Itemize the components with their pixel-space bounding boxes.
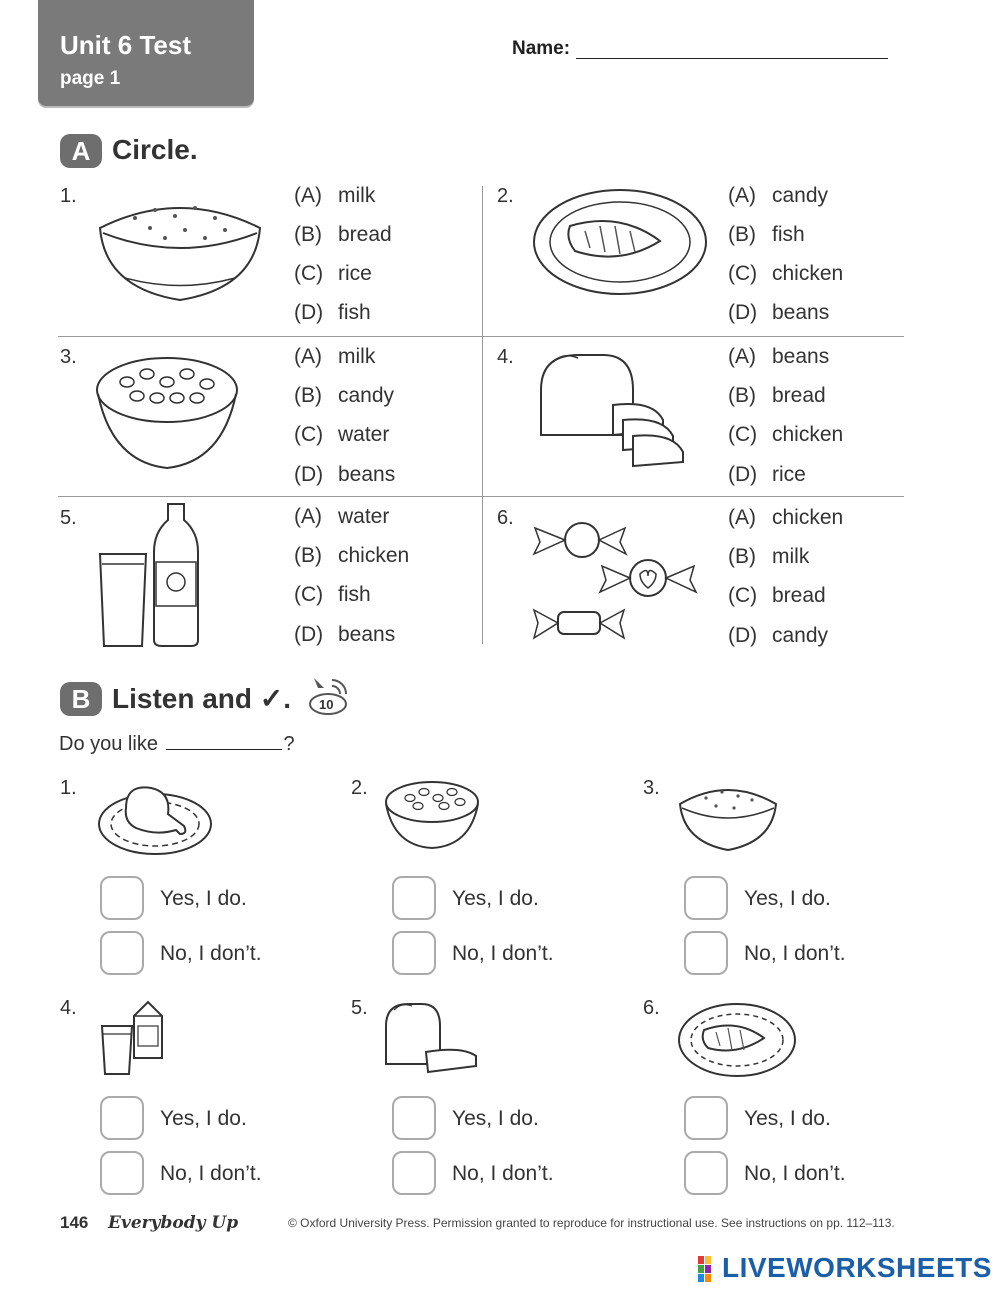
option-a[interactable]: (A) candy [728,184,829,207]
item-number: 3. [643,777,660,799]
name-field[interactable] [576,58,888,59]
audio-track-number: 10 [319,697,334,712]
option-d[interactable]: (D) rice [728,463,806,486]
name-label: Name: [512,38,571,59]
item-number: 1. [60,777,77,799]
checkbox-no[interactable] [392,1151,436,1195]
answer-no: No, I don’t. [160,942,262,965]
option-d[interactable]: (D) beans [294,623,396,646]
watermark-text: LIVEWORKSHEETS [722,1252,992,1283]
option-b[interactable]: (B) chicken [294,544,410,567]
question-number: 6. [497,507,514,529]
checkbox-no[interactable] [392,931,436,975]
question-number: 5. [60,507,77,529]
option-d[interactable]: (D) beans [728,301,830,324]
option-b[interactable]: (B) milk [728,545,810,568]
answer-yes: Yes, I do. [160,887,247,910]
copyright-text: © Oxford University Press. Permission granted to reproduce for instructional use. See instructions on pp. 112–113. [288,1216,895,1230]
option-c[interactable]: (C) bread [728,584,826,607]
answer-yes: Yes, I do. [744,887,831,910]
checkbox-yes[interactable] [392,876,436,920]
option-c[interactable]: (C) fish [294,583,371,606]
item-number: 5. [351,997,368,1019]
option-a[interactable]: (A) milk [294,184,376,207]
item-number: 2. [351,777,368,799]
option-d[interactable]: (D) candy [728,624,829,647]
answer-no: No, I don’t. [452,1162,554,1185]
option-a[interactable]: (A) beans [728,345,830,368]
answer-yes: Yes, I do. [160,1107,247,1130]
option-b[interactable]: (B) candy [294,384,395,407]
answer-no: No, I don’t. [744,1162,846,1185]
prompt-blank [166,749,282,750]
water-glass-bottle-icon [96,502,206,650]
option-a[interactable]: (A) water [294,505,390,528]
checkbox-yes[interactable] [392,1096,436,1140]
checkbox-no[interactable] [100,931,144,975]
unit-title: Unit 6 Test [60,30,191,60]
option-c[interactable]: (C) water [294,423,390,446]
option-c[interactable]: (C) rice [294,262,372,285]
question-number: 4. [497,346,514,368]
fish-plate-icon [676,1000,798,1080]
answer-no: No, I don’t. [160,1162,262,1185]
item-number: 6. [643,997,660,1019]
beans-bowl-icon [92,352,242,474]
rice-bowl-icon [95,188,265,308]
page-label: page 1 [60,68,121,89]
chicken-plate-icon [96,778,214,858]
option-d[interactable]: (D) beans [294,463,396,486]
bread-loaf-icon [382,1000,482,1076]
item-number: 4. [60,997,77,1019]
checkbox-yes[interactable] [684,1096,728,1140]
option-b[interactable]: (B) bread [728,384,826,407]
fish-plate-icon [530,186,710,298]
section-b-title: Listen and ✓. [112,683,292,714]
page-number: 146 [60,1213,89,1232]
option-b[interactable]: (B) bread [294,223,392,246]
checkbox-no[interactable] [684,1151,728,1195]
option-b[interactable]: (B) fish [728,223,805,246]
liveworksheets-logo-icon [698,1256,720,1282]
option-c[interactable]: (C) chicken [728,262,844,285]
section-a-title: Circle. [112,134,198,165]
answer-yes: Yes, I do. [452,1107,539,1130]
option-c[interactable]: (C) chicken [728,423,844,446]
answer-yes: Yes, I do. [452,887,539,910]
question-number: 2. [497,185,514,207]
checkbox-yes[interactable] [100,876,144,920]
section-b-badge: B [60,682,102,716]
question-number: 3. [60,346,77,368]
prompt-text: Do you like ? [59,733,295,755]
answer-no: No, I don’t. [452,942,554,965]
rice-bowl-icon [676,780,780,856]
option-d[interactable]: (D) fish [294,301,371,324]
option-a[interactable]: (A) chicken [728,506,844,529]
option-a[interactable]: (A) milk [294,345,376,368]
grid-divider-vertical [482,186,483,644]
checkbox-yes[interactable] [684,876,728,920]
grid-divider-row-2 [58,496,904,497]
beans-bowl-icon [382,776,482,856]
answer-no: No, I don’t. [744,942,846,965]
checkbox-no[interactable] [100,1151,144,1195]
milk-glass-carton-icon [98,998,168,1078]
section-a-badge: A [60,134,102,168]
answer-yes: Yes, I do. [744,1107,831,1130]
checkbox-no[interactable] [684,931,728,975]
bread-loaf-icon [533,350,693,478]
question-number: 1. [60,185,77,207]
unit-tab [38,0,254,106]
grid-divider-row-1 [58,336,904,337]
brand-name: Everybody Up [108,1213,239,1233]
candies-icon [530,510,700,646]
checkbox-yes[interactable] [100,1096,144,1140]
audio-track-icon[interactable] [306,674,350,716]
